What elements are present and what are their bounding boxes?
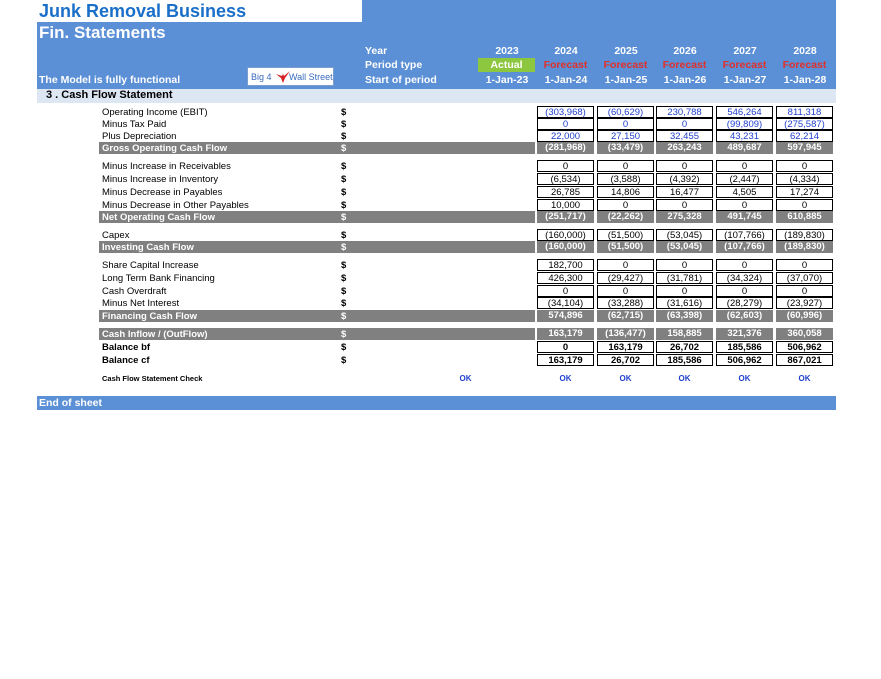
cell-gross-operating-cash-flow: 489,687 bbox=[716, 142, 773, 154]
cell-capex: (107,766) bbox=[716, 229, 773, 241]
row-label-net-operating-cash-flow: Net Operating Cash Flow bbox=[102, 212, 215, 223]
cell-minus-tax-paid[interactable]: 0 bbox=[597, 118, 654, 130]
row-label-plus-depreciation: Plus Depreciation bbox=[102, 131, 177, 142]
cell-minus-net-interest: (28,279) bbox=[716, 297, 773, 309]
cell-net-operating-cash-flow: 491,745 bbox=[716, 211, 773, 223]
cell-financing-cash-flow: (63,398) bbox=[656, 310, 713, 322]
row-label-minus-tax-paid: Minus Tax Paid bbox=[102, 119, 167, 130]
end-of-sheet: End of sheet bbox=[39, 397, 103, 409]
cell-minus-net-interest: (23,927) bbox=[776, 297, 833, 309]
cell-cash-inflow-outflow: 158,885 bbox=[656, 328, 713, 340]
currency-symbol: $ bbox=[341, 242, 347, 253]
column-period-type: Actual bbox=[478, 58, 535, 72]
cell-gross-operating-cash-flow: (33,479) bbox=[597, 142, 654, 154]
cell-minus-increase-in-inventory: (6,534) bbox=[537, 173, 594, 185]
cell-minus-decrease-in-other-payables: 10,000 bbox=[537, 199, 594, 211]
cell-long-term-bank-financing: (37,070) bbox=[776, 272, 833, 284]
cell-minus-increase-in-receivables: 0 bbox=[537, 160, 594, 172]
currency-symbol: $ bbox=[341, 119, 347, 130]
currency-symbol: $ bbox=[341, 286, 347, 297]
cell-balance-cf: 163,179 bbox=[537, 354, 594, 366]
currency-symbol: $ bbox=[341, 143, 347, 154]
brand-logo bbox=[247, 67, 334, 86]
cell-minus-increase-in-receivables: 0 bbox=[656, 160, 713, 172]
logo-text-right: Wall Street bbox=[289, 72, 333, 82]
cell-cash-inflow-outflow: 321,376 bbox=[716, 328, 773, 340]
cell-share-capital-increase: 0 bbox=[597, 259, 654, 271]
cell-minus-decrease-in-payables: 16,477 bbox=[656, 186, 713, 198]
cell-cash-overdraft: 0 bbox=[597, 285, 654, 297]
row-label-cash-overdraft: Cash Overdraft bbox=[102, 286, 167, 297]
column-start-date: 1-Jan-26 bbox=[663, 74, 707, 86]
year-row-label: Year bbox=[365, 45, 388, 57]
cell-balance-cf: 185,586 bbox=[656, 354, 713, 366]
cell-minus-increase-in-receivables: 0 bbox=[597, 160, 654, 172]
start-period-row-label: Start of period bbox=[365, 74, 437, 86]
row-label-capex: Capex bbox=[102, 230, 130, 241]
row-label-investing-cash-flow: Investing Cash Flow bbox=[102, 242, 194, 253]
cell-balance-cf: 26,702 bbox=[597, 354, 654, 366]
column-year: 2023 bbox=[495, 45, 519, 57]
cell-capex: (189,830) bbox=[776, 229, 833, 241]
cell-share-capital-increase: 182,700 bbox=[537, 259, 594, 271]
cell-net-operating-cash-flow: 275,328 bbox=[656, 211, 713, 223]
cell-minus-decrease-in-other-payables: 0 bbox=[716, 199, 773, 211]
cell-long-term-bank-financing: (34,324) bbox=[716, 272, 773, 284]
cell-plus-depreciation[interactable]: 43,231 bbox=[716, 130, 773, 142]
cell-minus-increase-in-inventory: (4,334) bbox=[776, 173, 833, 185]
cell-balance-bf: 0 bbox=[537, 341, 594, 353]
currency-symbol: $ bbox=[341, 329, 347, 340]
cell-operating-income-ebit[interactable]: 546,264 bbox=[716, 106, 773, 118]
cell-balance-bf: 185,586 bbox=[716, 341, 773, 353]
cell-investing-cash-flow: (160,000) bbox=[537, 241, 594, 253]
cell-minus-decrease-in-payables: 17,274 bbox=[776, 186, 833, 198]
company-title: Junk Removal Business bbox=[39, 1, 247, 21]
row-label-minus-increase-in-inventory: Minus Increase in Inventory bbox=[102, 174, 219, 185]
column-period-type: Forecast bbox=[597, 58, 654, 72]
cell-gross-operating-cash-flow: 263,243 bbox=[656, 142, 713, 154]
cell-minus-increase-in-receivables: 0 bbox=[776, 160, 833, 172]
currency-symbol: $ bbox=[341, 342, 347, 353]
cell-capex: (53,045) bbox=[656, 229, 713, 241]
column-period-type: Forecast bbox=[537, 58, 594, 72]
cell-operating-income-ebit[interactable]: (60,629) bbox=[597, 106, 654, 118]
currency-symbol: $ bbox=[341, 161, 347, 172]
column-year: 2027 bbox=[733, 45, 757, 57]
model-status: The Model is fully functional bbox=[39, 74, 181, 86]
currency-symbol: $ bbox=[341, 260, 347, 271]
cell-minus-increase-in-inventory: (2,447) bbox=[716, 173, 773, 185]
cell-net-operating-cash-flow: 610,885 bbox=[776, 211, 833, 223]
sheet-subtitle: Fin. Statements bbox=[39, 23, 166, 42]
cell-investing-cash-flow: (51,500) bbox=[597, 241, 654, 253]
footer-band bbox=[37, 396, 836, 410]
cell-gross-operating-cash-flow: 597,945 bbox=[776, 142, 833, 154]
cell-plus-depreciation[interactable]: 22,000 bbox=[537, 130, 594, 142]
cell-investing-cash-flow: (107,766) bbox=[716, 241, 773, 253]
row-label-minus-decrease-in-payables: Minus Decrease in Payables bbox=[102, 187, 223, 198]
cell-minus-decrease-in-other-payables: 0 bbox=[597, 199, 654, 211]
currency-symbol: $ bbox=[341, 355, 347, 366]
cell-cash-inflow-outflow: 163,179 bbox=[537, 328, 594, 340]
cell-financing-cash-flow: 574,896 bbox=[537, 310, 594, 322]
cell-minus-net-interest: (34,104) bbox=[537, 297, 594, 309]
cell-plus-depreciation[interactable]: 27,150 bbox=[597, 130, 654, 142]
cell-cash-overdraft: 0 bbox=[716, 285, 773, 297]
column-start-date: 1-Jan-24 bbox=[544, 74, 588, 86]
check-ok: OK bbox=[559, 374, 572, 383]
column-year: 2026 bbox=[673, 45, 697, 57]
row-label-financing-cash-flow: Financing Cash Flow bbox=[102, 311, 198, 322]
currency-symbol: $ bbox=[341, 174, 347, 185]
cell-minus-decrease-in-other-payables: 0 bbox=[776, 199, 833, 211]
cell-share-capital-increase: 0 bbox=[656, 259, 713, 271]
cell-minus-net-interest: (31,616) bbox=[656, 297, 713, 309]
cell-minus-decrease-in-payables: 14,806 bbox=[597, 186, 654, 198]
cell-minus-tax-paid[interactable]: 0 bbox=[537, 118, 594, 130]
cell-minus-increase-in-inventory: (3,588) bbox=[597, 173, 654, 185]
cell-minus-net-interest: (33,288) bbox=[597, 297, 654, 309]
column-period-type: Forecast bbox=[776, 58, 833, 72]
currency-symbol: $ bbox=[341, 273, 347, 284]
cell-capex: (51,500) bbox=[597, 229, 654, 241]
check-ok: OK bbox=[738, 374, 751, 383]
cell-minus-increase-in-receivables: 0 bbox=[716, 160, 773, 172]
cell-cash-inflow-outflow: 360,058 bbox=[776, 328, 833, 340]
cell-long-term-bank-financing: 426,300 bbox=[537, 272, 594, 284]
cell-net-operating-cash-flow: (22,262) bbox=[597, 211, 654, 223]
cell-cash-overdraft: 0 bbox=[656, 285, 713, 297]
column-start-date: 1-Jan-28 bbox=[783, 74, 827, 86]
cell-cash-overdraft: 0 bbox=[776, 285, 833, 297]
cell-financing-cash-flow: (62,715) bbox=[597, 310, 654, 322]
cell-balance-cf: 506,962 bbox=[716, 354, 773, 366]
column-period-type: Forecast bbox=[716, 58, 773, 72]
cell-plus-depreciation[interactable]: 62,214 bbox=[776, 130, 833, 142]
row-label-operating-income-ebit: Operating Income (EBIT) bbox=[102, 107, 208, 118]
column-start-date: 1-Jan-23 bbox=[485, 74, 529, 86]
column-year: 2028 bbox=[793, 45, 817, 57]
row-label-balance-bf: Balance bf bbox=[102, 342, 151, 353]
cell-minus-increase-in-inventory: (4,392) bbox=[656, 173, 713, 185]
cell-investing-cash-flow: (189,830) bbox=[776, 241, 833, 253]
cell-long-term-bank-financing: (31,781) bbox=[656, 272, 713, 284]
cell-financing-cash-flow: (62,603) bbox=[716, 310, 773, 322]
column-start-date: 1-Jan-27 bbox=[723, 74, 767, 86]
cell-minus-decrease-in-payables: 26,785 bbox=[537, 186, 594, 198]
check-ok: OK bbox=[459, 374, 472, 383]
currency-symbol: $ bbox=[341, 311, 347, 322]
currency-symbol: $ bbox=[341, 107, 347, 118]
column-year: 2024 bbox=[554, 45, 578, 57]
check-label: Cash Flow Statement Check bbox=[102, 374, 203, 383]
cell-share-capital-increase: 0 bbox=[716, 259, 773, 271]
cell-minus-tax-paid[interactable]: (99,809) bbox=[716, 118, 773, 130]
row-label-minus-net-interest: Minus Net Interest bbox=[102, 298, 180, 309]
cell-cash-inflow-outflow: (136,477) bbox=[597, 328, 654, 340]
row-label-gross-operating-cash-flow: Gross Operating Cash Flow bbox=[102, 143, 228, 154]
section-title: 3 . Cash Flow Statement bbox=[46, 89, 173, 101]
currency-symbol: $ bbox=[341, 230, 347, 241]
cell-operating-income-ebit[interactable]: (303,968) bbox=[537, 106, 594, 118]
currency-symbol: $ bbox=[341, 298, 347, 309]
cell-gross-operating-cash-flow: (281,968) bbox=[537, 142, 594, 154]
row-label-share-capital-increase: Share Capital Increase bbox=[102, 260, 199, 271]
cell-minus-tax-paid[interactable]: (275,587) bbox=[776, 118, 833, 130]
check-ok: OK bbox=[619, 374, 632, 383]
cell-operating-income-ebit[interactable]: 230,788 bbox=[656, 106, 713, 118]
currency-symbol: $ bbox=[341, 212, 347, 223]
cell-operating-income-ebit[interactable]: 811,318 bbox=[776, 106, 833, 118]
cell-investing-cash-flow: (53,045) bbox=[656, 241, 713, 253]
cell-minus-tax-paid[interactable]: 0 bbox=[656, 118, 713, 130]
cell-balance-bf: 163,179 bbox=[597, 341, 654, 353]
row-label-minus-increase-in-receivables: Minus Increase in Receivables bbox=[102, 161, 231, 172]
cell-net-operating-cash-flow: (251,717) bbox=[537, 211, 594, 223]
cell-minus-decrease-in-payables: 4,505 bbox=[716, 186, 773, 198]
row-label-minus-decrease-in-other-payables: Minus Decrease in Other Payables bbox=[102, 200, 249, 211]
row-label-balance-cf: Balance cf bbox=[102, 355, 150, 366]
cell-minus-decrease-in-other-payables: 0 bbox=[656, 199, 713, 211]
row-label-cash-inflow-outflow: Cash Inflow / (OutFlow) bbox=[102, 329, 208, 340]
cell-financing-cash-flow: (60,996) bbox=[776, 310, 833, 322]
column-year: 2025 bbox=[614, 45, 638, 57]
currency-symbol: $ bbox=[341, 187, 347, 198]
column-start-date: 1-Jan-25 bbox=[604, 74, 648, 86]
currency-symbol: $ bbox=[341, 131, 347, 142]
column-period-type: Forecast bbox=[656, 58, 713, 72]
period-type-row-label: Period type bbox=[365, 59, 423, 71]
cell-balance-bf: 26,702 bbox=[656, 341, 713, 353]
cell-long-term-bank-financing: (29,427) bbox=[597, 272, 654, 284]
row-label-long-term-bank-financing: Long Term Bank Financing bbox=[102, 273, 215, 284]
check-ok: OK bbox=[798, 374, 811, 383]
cell-share-capital-increase: 0 bbox=[776, 259, 833, 271]
cell-capex: (160,000) bbox=[537, 229, 594, 241]
currency-symbol: $ bbox=[341, 200, 347, 211]
cell-balance-cf: 867,021 bbox=[776, 354, 833, 366]
cell-plus-depreciation[interactable]: 32,455 bbox=[656, 130, 713, 142]
cell-cash-overdraft: 0 bbox=[537, 285, 594, 297]
check-ok: OK bbox=[678, 374, 691, 383]
cell-balance-bf: 506,962 bbox=[776, 341, 833, 353]
logo-text-left: Big 4 bbox=[251, 72, 272, 82]
